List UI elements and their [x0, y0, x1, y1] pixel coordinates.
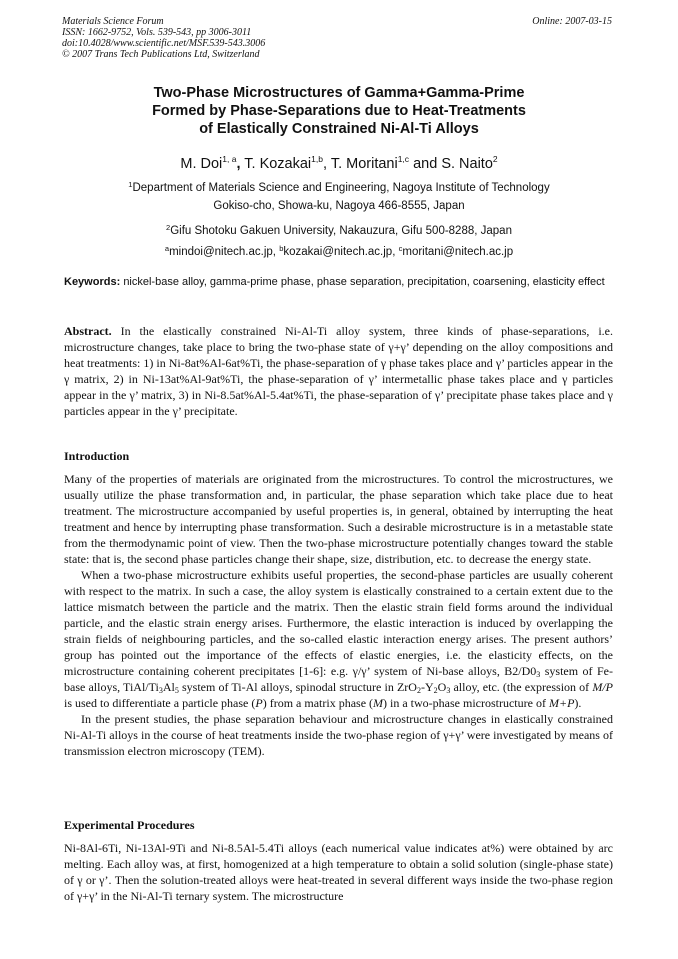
email-link[interactable]: mindoi@nitech.ac.jp, — [169, 246, 276, 258]
author-name: T. Kozakai — [244, 156, 312, 172]
author-separator: and — [413, 156, 438, 172]
keywords — [64, 276, 613, 290]
journal-name: Materials Science Forum — [62, 16, 164, 27]
email-mark: a — [164, 244, 170, 253]
journal-header — [62, 16, 265, 60]
author-affiliation-mark: 1,b — [311, 154, 323, 164]
affiliation-text: Department of Materials Science and Engineering, Nagoya Institute of Technology — [132, 182, 550, 194]
author-name: S. Naito — [441, 156, 493, 172]
journal-issn: ISSN: 1662-9752, Vols. 539-543, pp 3006-3011 — [62, 27, 252, 38]
section-heading-introduction: Introduction — [64, 449, 130, 463]
title-line: of Elastically Constrained Ni-Al-Ti Alloys — [199, 121, 479, 137]
paragraph: When a two-phase microstructure exhibits useful properties, the second-phase particles are usually coherent with respect to the matrix. In such a case, the alloy system is elastically constrained to a certain extent due to the lattice mismatch between the particle and the matrix. Then the elastic strain field forms around the individual particle, and the elastic strain energy arises. Furthermore, the elastic interaction is induced by overlapping the strain fields of neighbouring particles, and the so-called elastic interaction energy arises. The present authors’ group has pointed out the importance of the effects of elastic energies, i.e. the elasticity effects, on the microstructure containing coherent precipitates [1-6]: e.g. γ/γ’ system of Ni-base alloys, $B2/D0_3$ system of Fe-base alloys, TiAl/$Ti_3Al_5$ system of Ti-Al alloys, spinodal structure in $ZrO_2-Y_2O_3$ alloy, etc. (the expression of M/P is used to differentiate a particle phase (P) from a matrix phase (M) in a two-phase microstructure of M+P). — [64, 568, 613, 710]
journal-copyright: © 2007 Trans Tech Publications Ltd, Switzerland — [62, 49, 260, 60]
author-list — [40, 150, 638, 173]
email-mark: c — [398, 244, 403, 253]
paragraph: In the present studies, the phase separation behaviour and microstructure changes in elastically constrained Ni-Al-Ti alloys in the course of heat treatments inside the two-phase region of γ+γ’ were investigated by means of transmission electron microscopy (TEM). — [64, 712, 613, 758]
section-heading-experimental: Experimental Procedures — [64, 818, 195, 832]
author-name: M. Doi — [180, 156, 223, 172]
author-affiliation-mark: 2 — [492, 154, 498, 164]
email-mark: b — [279, 244, 284, 253]
author-separator: , — [236, 156, 241, 172]
paragraph: Ni-8Al-6Ti, Ni-13Al-9Ti and Ni-8.5Al-5.4Ti alloys (each numerical value indicates at%) were obtained by arc melting. Each alloy was, at first, homogenized at a high temperature to obtain a solid solution (single-phase state) of γ or γ’. Then the solution-treated alloys were heat-treated in several different ways inside the two-phase region of γ+γ’ in the Ni-Al-Ti ternary system. The microstructure — [64, 841, 613, 903]
email-link[interactable]: kozakai@nitech.ac.jp, — [283, 246, 396, 258]
title-line: Two-Phase Microstructures of Gamma+Gamma-Prime — [153, 85, 525, 101]
affiliation-mark: 1 — [128, 180, 133, 189]
affiliation-text: Gifu Shotoku Gakuen University, Nakauzura, Gifu 500-8288, Japan — [170, 225, 512, 237]
author-separator: , — [323, 156, 328, 172]
abstract-label: Abstract. — [64, 324, 112, 338]
author-name: T. Moritani — [330, 156, 398, 172]
keywords-text: nickel-base alloy, gamma-prime phase, phase separation, precipitation, coarsening, elasticity effect — [123, 276, 605, 288]
title-line: Formed by Phase-Separations due to Heat-Treatments — [152, 103, 526, 119]
experimental-body — [64, 840, 613, 904]
abstract — [64, 323, 613, 419]
affiliation-1 — [40, 177, 638, 196]
abstract-text: In the elastically constrained Ni-Al-Ti alloy system, three kinds of phase-separations, i.e. microstructure changes, take place to bring the two-phase state of γ+γ’ depending on the alloy compositions and heat treatments: 1) in Ni-8at%Al-6at%Ti, the phase-separation of γ phase takes place and γ’ particles appear in the γ matrix, 2) in Ni-13at%Al-9at%Ti, the phase-separation of γ’ intermetallic phase takes place and γ particles appear in the γ’ matrix, 3) in Ni-8.5at%Al-5.4at%Ti, the phase-separation of γ’ precipitate phase takes place and γ particles appear in the γ’ precipitate. — [64, 324, 613, 418]
affiliation-mark: 2 — [166, 223, 171, 232]
affiliation-2 — [40, 220, 638, 239]
paper-title — [40, 84, 638, 138]
affiliation-1-address: Gokiso-cho, Showa-ku, Nagoya 466-8555, Japan — [213, 200, 465, 212]
online-date: Online: 2007-03-15 — [532, 16, 612, 27]
journal-doi: doi:10.4028/www.scientific.net/MSF.539-543.3006 — [62, 38, 266, 49]
author-affiliation-mark: 1, a — [222, 154, 237, 164]
paragraph: Many of the properties of materials are originated from the microstructures. To control the microstructures, we usually utilize the phase transformation and, in particular, the phase separation which take place due to heat treatment. The microstructure accompanied by useful properties is, in general, obtained by interrupting the heat treatment and hence by interrupting phase transformation. Such a desirable microstructure is in a metastable state from the thermodynamic point of view. Then the two-phase microstructure potentially changes toward the stable state: that is, the second phase particles change their shape, size, distribution, etc. to decrease the energy state. — [64, 472, 613, 566]
introduction-body — [64, 471, 613, 759]
email-list — [40, 241, 638, 260]
keywords-label: Keywords: — [64, 276, 121, 288]
author-affiliation-mark: 1,c — [397, 154, 410, 164]
email-link[interactable]: moritani@nitech.ac.jp — [402, 246, 514, 258]
